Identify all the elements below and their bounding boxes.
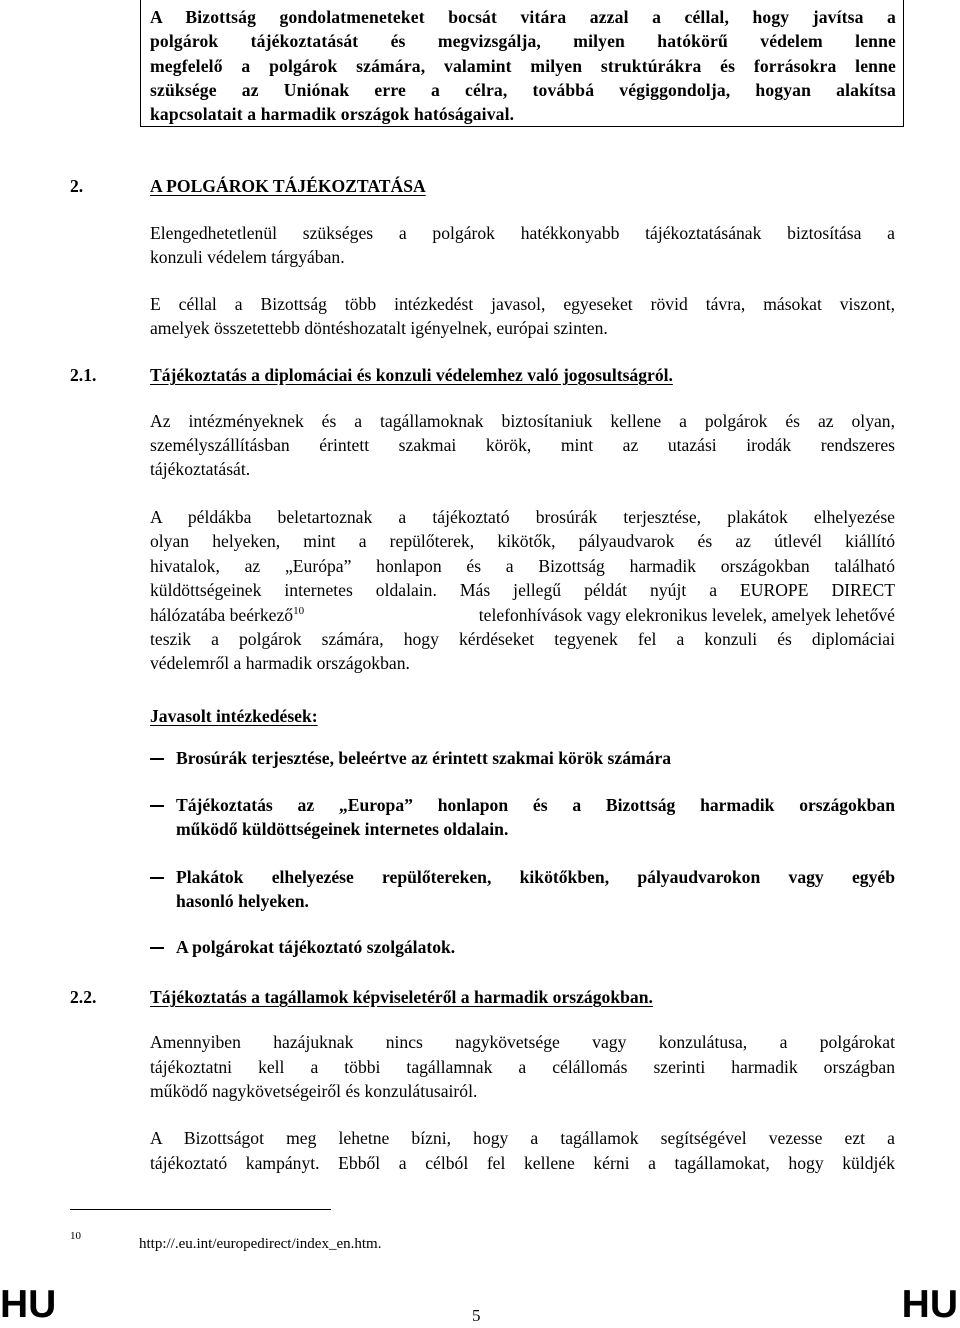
section-2-2-title: Tájékoztatás a tagállamok képviseletéről a harmadik országokban. xyxy=(150,987,653,1007)
section-2-2-para1-line: tájékoztatni kell a többi tagállamnak a célállomás szerinti harmadik országban xyxy=(150,1057,895,1077)
line-start xyxy=(150,603,304,628)
section-2-title: A POLGÁROK TÁJÉKOZTATÁSA xyxy=(150,176,426,196)
intro-line: polgárok tájékoztatását és megvizsgálja, milyen hatókörű védelem lenne xyxy=(150,31,896,51)
section-2-1-number: 2.1. xyxy=(70,365,97,385)
dash-bullet xyxy=(150,758,164,760)
section-2-1-para1-line: tájékoztatását. xyxy=(150,459,251,479)
intro-box xyxy=(140,0,904,127)
section-2-para2-line: amelyek összetettebb döntéshozatalt igényelnek, európai szinten. xyxy=(150,318,608,338)
measure-item: hasonló helyeken. xyxy=(176,891,309,911)
section-2-2-para2-line: A Bizottságot meg lehetne bízni, hogy a tagállamok segítségével vezesse ezt a xyxy=(150,1128,895,1148)
footnote-rule xyxy=(70,1209,331,1210)
section-2-2-para1-line: Amennyiben hazájuknak nincs nagykövetsége vagy konzulátusa, a polgárokat xyxy=(150,1032,895,1052)
section-2-para1-line: Elengedhetetlenül szükséges a polgárok hatékkonyabb tájékoztatásának biztosítása a xyxy=(150,223,895,243)
section-2-1-para1-line: Az intézményeknek és a tagállamoknak biztosítaniuk kellene a polgárok és az olyan, xyxy=(150,411,895,431)
measure-item: A polgárokat tájékoztató szolgálatok. xyxy=(176,937,456,957)
intro-line: kapcsolatait a harmadik országok hatóságaival. xyxy=(150,104,515,124)
section-2-2-para2-line: tájékoztató kampányt. Ebből a célból fel kellene kérni a tagállamokat, hogy küldjék xyxy=(150,1153,895,1173)
section-2-1-para2-line: teszik a polgárok számára, hogy kérdéseket tegyenek fel a konzuli és diplomáciai xyxy=(150,629,895,649)
section-2-1-title: Tájékoztatás a diplomáciai és konzuli védelemhez való jogosultságról. xyxy=(150,365,673,385)
intro-line: megfelelő a polgárok számára, valamint milyen struktúrákra és forrásokra lenne xyxy=(150,56,896,76)
page-number: 5 xyxy=(472,1306,481,1325)
section-2-2-para1-line: működő nagykövetségeiről és konzulátusairól. xyxy=(150,1081,478,1101)
dash-bullet xyxy=(150,947,164,949)
section-2-1-para2-line: hivatalok, az „Európa” honlapon és a Bizottság harmadik országokban található xyxy=(150,556,895,576)
section-2-1-para2-line: küldöttségeinek internetes oldalain. Más jellegű példát nyújt a EUROPE DIRECT xyxy=(150,580,895,600)
section-2-1-para2-line: védelemről a harmadik országokban. xyxy=(150,653,410,673)
footer-language-right: HU xyxy=(901,1283,958,1326)
text-part: hálózatába beérkező xyxy=(150,605,294,625)
measure-item: Brosúrák terjesztése, beleértve az érintett szakmai körök számára xyxy=(176,748,672,768)
measure-item: működő küldöttségeinek internetes oldalain. xyxy=(176,819,509,839)
dash-bullet xyxy=(150,805,164,807)
intro-line: A Bizottság gondolatmeneteket bocsát vitára azzal a céllal, hogy javítsa a xyxy=(150,7,896,27)
footnote-number: 10 xyxy=(70,1230,81,1242)
section-2-para1-line: konzuli védelem tárgyában. xyxy=(150,247,345,267)
section-2-1-para1-line: személyszállításban érintett szakmai körök, mint az utazási irodák rendszeres xyxy=(150,435,895,455)
measures-heading: Javasolt intézkedések: xyxy=(150,706,318,726)
footnote-text: http://.eu.int/europedirect/index_en.htm. xyxy=(139,1236,382,1252)
measure-item: Plakátok elhelyezése repülőtereken, kikötőkben, pályaudvarokon vagy egyéb xyxy=(176,867,895,887)
section-2-1-para2-line: A példákba beletartoznak a tájékoztató brosúrák terjesztése, plakátok elhelyezése xyxy=(150,507,895,527)
intro-line: szüksége az Uniónak erre a célra, továbbá végiggondolja, hogyan alakítsa xyxy=(150,80,896,100)
dash-bullet xyxy=(150,877,164,879)
footer-language-left: HU xyxy=(0,1283,57,1326)
measure-item: Tájékoztatás az „Europa” honlapon és a Bizottság harmadik országokban xyxy=(176,795,895,815)
text-part: telefonhívások vagy elekronikus levelek, amelyek lehetővé xyxy=(474,605,895,625)
section-2-number: 2. xyxy=(70,176,84,196)
section-2-2-number: 2.2. xyxy=(70,987,97,1007)
footnote-ref: 10 xyxy=(293,605,305,618)
section-2-para2-line: E céllal a Bizottság több intézkedést javasol, egyeseket rövid távra, másokat viszont, xyxy=(150,294,895,314)
section-2-1-para2-line xyxy=(150,603,895,628)
section-2-1-para2-line: olyan helyeken, mint a repülőterek, kikötők, pályaudvarok és az útlevél kiállító xyxy=(150,531,895,551)
